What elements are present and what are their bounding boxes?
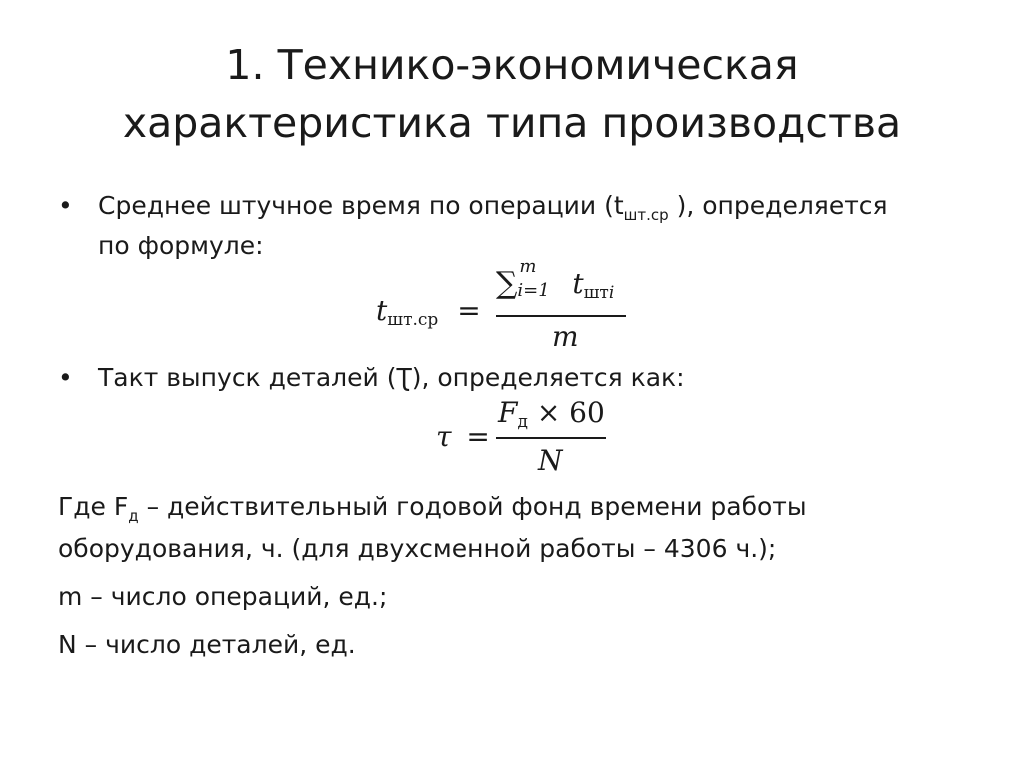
definition-line-fd-cont: оборудования, ч. (для двухсменной работы – 4306 ч.); <box>58 534 777 563</box>
formula-denominator: m <box>552 320 579 353</box>
title-line-1: 1. Технико-экономическая <box>225 41 799 89</box>
formula-lhs: τ = <box>436 420 490 453</box>
definition-line-m: m – число операций, ед.; <box>58 582 388 611</box>
bullet-marker: • <box>58 191 73 220</box>
bullet-line-1: Среднее штучное время по операции ($t_{шт.ср}$ ), определяется <box>98 191 888 224</box>
fraction-bar <box>496 437 606 439</box>
subscript: шт.ср <box>623 206 669 224</box>
subscript: д <box>128 507 139 525</box>
bullet-marker: • <box>58 363 73 392</box>
sum-icon: ∑ <box>496 266 518 301</box>
formula-numerator: Fд × 60 <box>498 396 605 432</box>
slide-title <box>60 36 964 152</box>
title-line-2: характеристика типа производства <box>122 99 902 147</box>
bullet-text <box>98 186 888 266</box>
bullet-text: Такт выпуск деталей (Ʈ), определяется как: <box>98 363 685 392</box>
bullet-line-2: по формуле: <box>98 231 264 260</box>
formula-lhs: tшт.ср = <box>376 294 481 330</box>
fraction-bar <box>496 315 626 317</box>
formula-denominator: N <box>538 444 563 477</box>
formula-numerator: ∑ m i=1 tштi <box>496 256 615 303</box>
definition-line-fd: Где $F_д$ – действительный годовой фонд времени работы <box>58 492 807 525</box>
definition-line-n: N – число деталей, ед. <box>58 630 356 659</box>
